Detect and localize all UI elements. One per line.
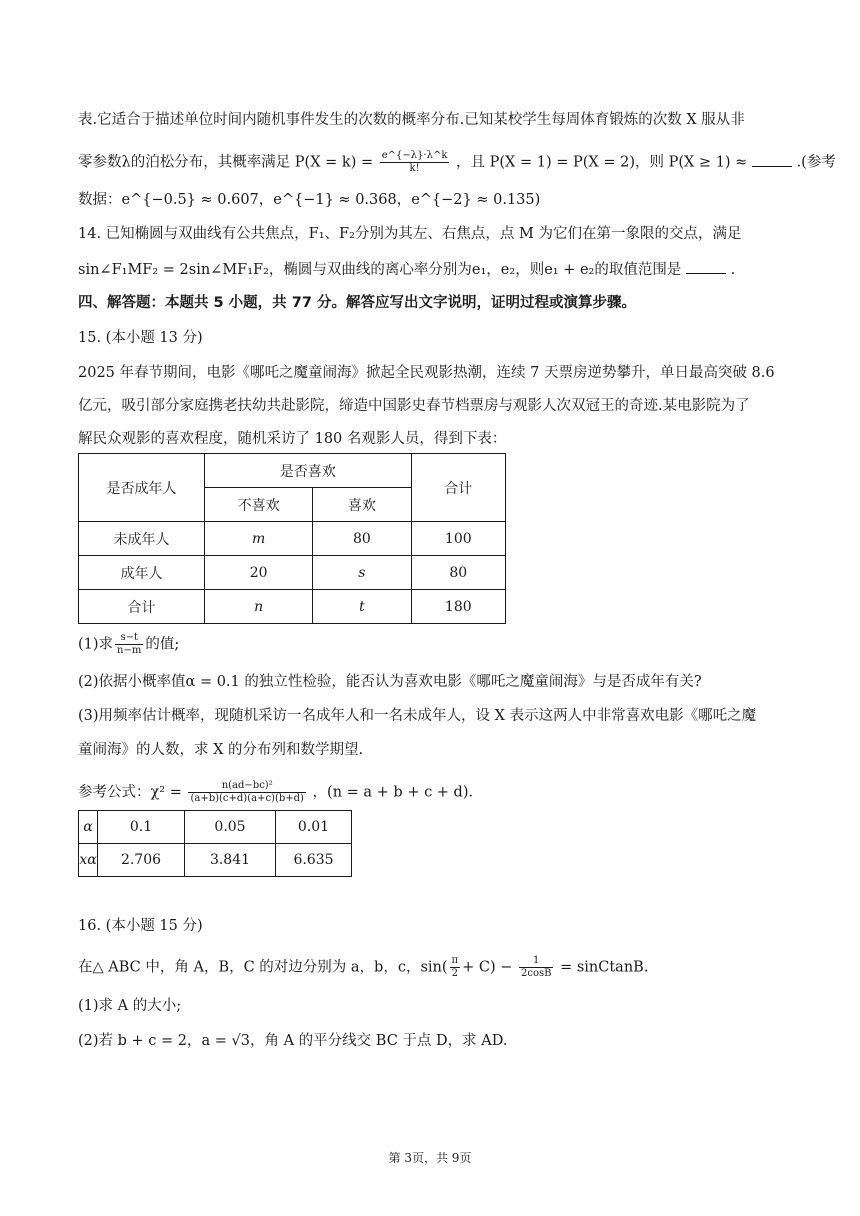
table-cell: 成年人 xyxy=(79,556,205,590)
formula-b: ，(n = a + b + c + d). xyxy=(312,784,474,801)
table-cell: 180 xyxy=(411,590,505,624)
table-cell: 0.1 xyxy=(98,811,185,844)
table-cell: 20 xyxy=(205,556,313,590)
intro-line-1: 表.它适合于描述单位时间内随机事件发生的次数的概率分布.已知某校学生每周体育锻炼的次数 X 服从非 xyxy=(78,112,745,128)
q14-line-2-text: sin∠F₁MF₂ = 2sin∠MF₁F₂，椭圆与双曲线的离心率分别为e₁，e₂，则e₁ + e₂的取值范围是 xyxy=(78,262,682,278)
page-footer: 第 3页，共 9页 xyxy=(388,1151,472,1165)
table-cell: 2.706 xyxy=(98,844,185,877)
table-cell: 100 xyxy=(411,522,505,556)
q15-paragraph-2: 亿元，吸引部分家庭携老扶幼共赴影院，缔造中国影史春节档票房与观影人次双冠王的奇迹.某电影院为了 xyxy=(78,398,750,414)
table-cell: 80 xyxy=(313,522,411,556)
poisson-fraction-denominator: k! xyxy=(409,163,420,174)
table-cell: t xyxy=(313,590,411,624)
q15-sub-1 xyxy=(78,632,179,657)
q15-sub-1-fraction xyxy=(115,632,143,657)
table-row xyxy=(79,811,352,844)
q15-sub-1-numerator: s−t xyxy=(115,632,143,645)
table-cell: 80 xyxy=(411,556,505,590)
poisson-fraction-numerator: e^{−λ}·λ^k xyxy=(381,150,448,161)
section-heading: 四、解答题：本题共 5 小题，共 77 分。解答应写出文字说明，证明过程或演算步骤。 xyxy=(78,295,636,311)
intro-line-2 xyxy=(78,150,836,175)
q15-sub-1-b: 的值; xyxy=(145,636,180,653)
pi-denominator: 2 xyxy=(451,968,458,979)
formula-a: 参考公式：χ² = xyxy=(78,784,182,801)
table-cell: xα xyxy=(79,844,98,877)
critical-value-table xyxy=(78,810,352,877)
survey-table xyxy=(78,453,506,624)
q14-line-2 xyxy=(78,259,735,280)
table-cell: 0.01 xyxy=(276,811,352,844)
q15-paragraph-3: 解民众观影的喜欢程度，随机采访了 180 名观影人员，得到下表： xyxy=(78,431,507,447)
table-corner-header: 是否成年人 xyxy=(79,454,205,522)
table-col-like: 喜欢 xyxy=(313,488,411,522)
one-over-2cosB-fraction xyxy=(519,955,553,980)
q15-paragraph-1: 2025 年春节期间，电影《哪吒之魔童闹海》掀起全民观影热潮，连续 7 天票房逆势攀升，单日最高突破 8.6 xyxy=(78,365,775,381)
answer-blank-14[interactable] xyxy=(686,259,726,274)
q15-sub-3a: (3)用频率估计概率，现随机采访一名成年人和一名未成年人，设 X 表示这两人中非常喜欢电影《哪吒之魔 xyxy=(78,708,757,724)
table-cell: 6.635 xyxy=(276,844,352,877)
table-cell: α xyxy=(79,811,98,844)
q15-sub-1-a: (1)求 xyxy=(78,636,114,653)
table-row xyxy=(79,556,506,590)
table-cell: 3.841 xyxy=(185,844,276,877)
q14-line-1: 14. 已知椭圆与双曲线有公共焦点，F₁、F₂分别为其左、右焦点，点 M 为它们在第一象限的交点，满足 xyxy=(78,226,742,242)
pi-over-2-fraction xyxy=(450,955,461,980)
q16-sub-1: (1)求 A 的大小; xyxy=(78,998,182,1014)
table-cell: 0.05 xyxy=(185,811,276,844)
q16-line-1-c: = sinCtanB. xyxy=(560,959,649,976)
table-row xyxy=(79,522,506,556)
table-cell: n xyxy=(205,590,313,624)
answer-blank-13[interactable] xyxy=(752,152,792,167)
intro-line-2-c: .(参考 xyxy=(796,154,836,171)
q16-sub-2: (2)若 b + c = 2，a = √3，角 A 的平分线交 BC 于点 D，求 AD. xyxy=(78,1033,508,1049)
table-col-dislike: 不喜欢 xyxy=(205,488,313,522)
table-row xyxy=(79,844,352,877)
q16-line-1-a: 在△ ABC 中，角 A，B，C 的对边分别为 a，b，c，sin( xyxy=(78,959,448,976)
intro-line-3: 数据：e^{−0.5} ≈ 0.607，e^{−1} ≈ 0.368，e^{−2} ≈ 0.135) xyxy=(78,192,541,208)
reference-formula xyxy=(78,780,473,805)
chi-square-fraction xyxy=(188,780,305,805)
intro-line-2-a: 零参数λ的泊松分布，其概率满足 P(X = k) = xyxy=(78,154,374,171)
q15-sub-3b: 童闹海》的人数，求 X 的分布列和数学期望. xyxy=(78,742,364,758)
q15-header: 15. (本小题 13 分) xyxy=(78,330,203,346)
chi-square-denominator: (a+b)(c+d)(a+c)(b+d) xyxy=(190,793,304,804)
poisson-fraction xyxy=(380,150,450,175)
q15-sub-1-denominator: n−m xyxy=(117,645,142,656)
table-cell: 合计 xyxy=(79,590,205,624)
q14-line-2-end: . xyxy=(730,262,736,278)
q16-header: 16. (本小题 15 分) xyxy=(78,918,203,934)
q16-line-1-b: + C) − xyxy=(462,959,513,976)
cosB-denominator: 2cosB xyxy=(521,968,552,979)
pi-numerator: π xyxy=(451,955,459,966)
table-cell: m xyxy=(205,522,313,556)
intro-line-2-b: ，且 P(X = 1) = P(X = 2)，则 P(X ≥ 1) ≈ xyxy=(456,154,748,171)
table-total-header: 合计 xyxy=(411,454,505,522)
chi-square-numerator: n(ad−bc)² xyxy=(188,780,305,793)
q15-sub-2: (2)依据小概率值α = 0.1 的独立性检验，能否认为喜欢电影《哪吒之魔童闹海》与是否成年有关? xyxy=(78,674,702,690)
table-cell: 未成年人 xyxy=(79,522,205,556)
one-numerator: 1 xyxy=(519,955,553,968)
q16-line-1 xyxy=(78,955,648,980)
table-group-header: 是否喜欢 xyxy=(205,454,412,488)
table-cell: s xyxy=(313,556,411,590)
table-row xyxy=(79,590,506,624)
